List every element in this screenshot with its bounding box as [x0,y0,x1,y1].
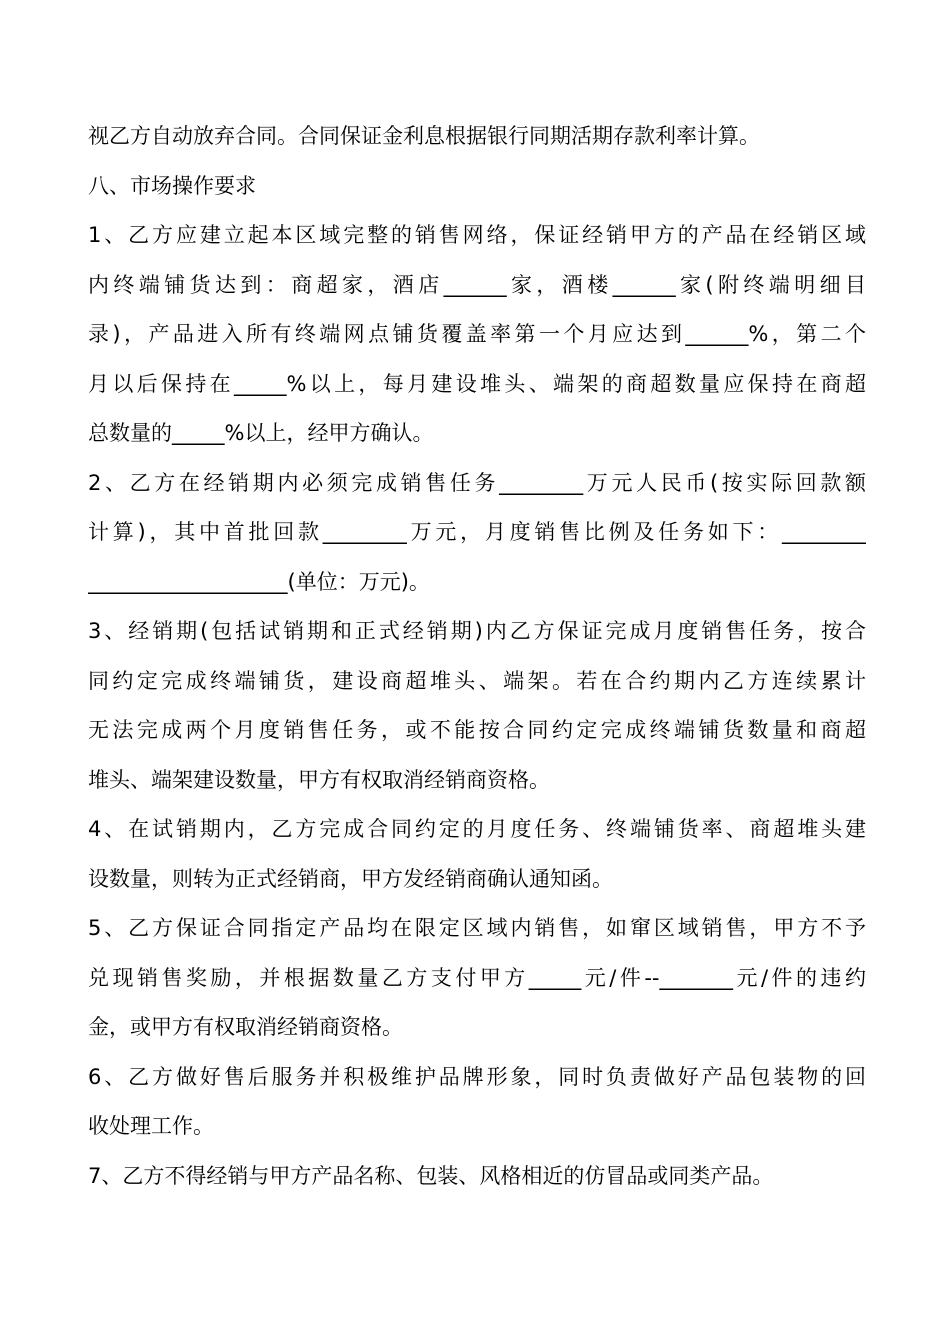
text-line: 录)，产品进入所有终端网点铺货覆盖率第一个月应达到______%，第二个 [88,322,866,346]
text-line: 2、乙方在经销期内必须完成销售任务________万元人民币(按实际回款额 [88,470,866,495]
section-heading: 八、市场操作要求 [88,173,256,198]
text-line: 内终端铺货达到：商超家，酒店______家，酒楼______家(附终端明细目 [88,272,866,297]
text-line: 4、在试销期内，乙方完成合同约定的月度任务、终端铺货率、商超堆头建 [88,817,866,841]
text-line: 同约定完成终端铺货，建设商超堆头、端架。若在合约期内乙方连续累计 [88,668,866,693]
text-line: 兑现销售奖励，并根据数量乙方支付甲方_____元/件--_______元/件的违约 [88,965,866,990]
text-line: ___________________(单位：万元)。 [88,569,430,594]
text-line: 总数量的_____%以上，经甲方确认。 [88,421,434,445]
text-line: 堆头、端架建设数量，甲方有权取消经销商资格。 [88,767,550,792]
text-line: 1、乙方应建立起本区域完整的销售网络，保证经销甲方的产品在经销区域 [88,223,866,247]
text-line: 7、乙方不得经销与甲方产品名称、包装、风格相近的仿冒品或同类产品。 [88,1163,774,1188]
text-line: 6、乙方做好售后服务并积极维护品牌形象，同时负责做好产品包装物的回 [88,1064,866,1089]
text-line: 计算)，其中首批回款________万元，月度销售比例及任务如下：________ [88,520,866,544]
text-line: 金，或甲方有权取消经销商资格。 [88,1015,403,1039]
text-line: 设数量，则转为正式经销商，甲方发经销商确认通知函。 [88,866,613,891]
document-page [88,112,866,1201]
text-line: 无法完成两个月度销售任务，或不能按合同约定完成终端铺货数量和商超 [88,718,866,742]
text-line: 3、经销期(包括试销期和正式经销期)内乙方保证完成月度销售任务，按合 [88,619,866,643]
text-line: 收处理工作。 [88,1114,214,1138]
text-line: 视乙方自动放弃合同。合同保证金利息根据银行同期活期存款利率计算。 [88,124,760,148]
text-line: 5、乙方保证合同指定产品均在限定区域内销售，如窜区域销售，甲方不予 [88,916,866,940]
text-line: 月以后保持在_____%以上，每月建设堆头、端架的商超数量应保持在商超 [88,371,866,396]
